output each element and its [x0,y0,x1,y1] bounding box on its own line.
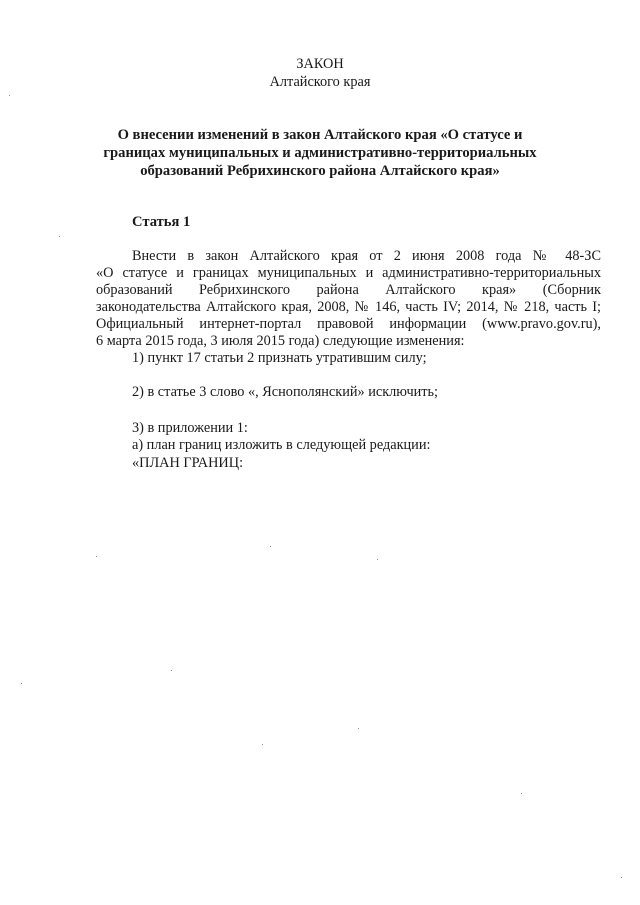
item-2: 2) в статье 3 слово «, Яснополянский» исключить; [132,384,439,400]
intro-line-1: Внести в закон Алтайского края от 2 июня 2008 года № 48-ЗС [132,248,601,264]
intro-line-5: Официальный интернет-портал правовой информации (www.pravo.gov.ru), [96,316,601,332]
scan-speck [621,877,622,878]
law-region: Алтайского края [269,74,371,90]
scan-speck [521,793,522,794]
item-1: 1) пункт 17 статьи 2 признать утратившим силу; [132,350,427,366]
intro-line-3: образований Ребрихинского района Алтайского края» (Сборник [96,282,601,298]
plan-heading: «ПЛАН ГРАНИЦ: [132,455,244,471]
scan-speck [21,683,22,684]
scan-speck [171,670,172,671]
article-heading: Статья 1 [132,214,191,230]
scan-speck [358,728,359,729]
scan-speck [270,546,271,547]
title-line-1: О внесении изменений в закон Алтайского края «О статусе и [117,127,523,143]
title-line-2: границах муниципальных и административно-территориальных [103,145,537,161]
intro-line-6: 6 марта 2015 года, 3 июля 2015 года) следующие изменения: [96,333,465,349]
intro-line-4: законодательства Алтайского края, 2008, № 146, часть IV; 2014, № 218, часть I; [96,299,601,315]
scan-speck [9,95,10,96]
scan-speck [96,556,97,557]
item-3a: а) план границ изложить в следующей редакции: [132,437,431,453]
law-heading: ЗАКОН [296,56,344,72]
scan-speck [377,559,378,560]
scan-speck [262,744,263,745]
scan-speck [59,236,60,237]
item-3: 3) в приложении 1: [132,420,248,436]
intro-line-2: «О статусе и границах муниципальных и административно-территориальных [96,265,601,281]
title-line-3: образований Ребрихинского района Алтайского края» [140,163,500,179]
